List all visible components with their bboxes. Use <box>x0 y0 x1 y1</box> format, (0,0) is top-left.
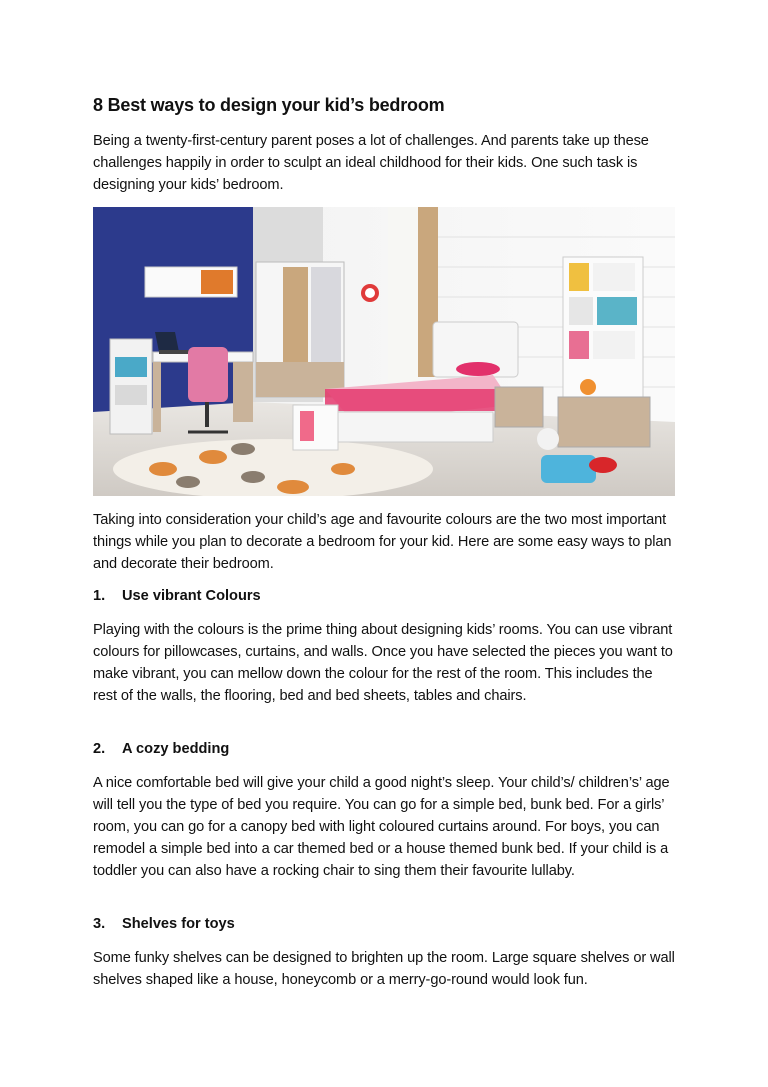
section-text: A nice comfortable bed will give your child a good night’s sleep. Your child’s/ children’s’ age will tell you the type of bed you require. You can go for a simple bed, bunk bed. For a girls’ room, you can go for a canopy bed with light coloured curtains around. For boys, you can remodel a simple bed into a car themed bed or a house themed bunk bed. If your child is a toddler you can also have a rocking chair to sing them their favourite lullaby. <box>93 775 670 880</box>
section-text: Playing with the colours is the prime thing about designing kids’ rooms. You can use vibrant colours for pillowcases, curtains, and walls. Once you have selected the pieces you want to make vibrant, you can mellow down the colour for the rest of the room. This includes the rest of the walls, the flooring, bed and bed sheets, tables and chairs. <box>93 622 673 705</box>
intro-paragraph <box>93 130 678 196</box>
section-text: Some funky shelves can be designed to brighten up the room. Large square shelves or wall shelves shaped like a house, honeycomb or a merry-go-round would look fun. <box>93 950 675 989</box>
bedroom-photo <box>93 207 675 496</box>
section-title: Shelves for toys <box>122 916 235 932</box>
section-body-1 <box>93 619 678 707</box>
section-number: 1. <box>93 588 106 604</box>
page-title: 8 Best ways to design your kid’s bedroom <box>93 95 445 115</box>
section-heading-2 <box>93 741 229 757</box>
section-number: 3. <box>93 916 106 932</box>
section-body-3 <box>93 947 678 991</box>
after-image-text: Taking into consideration your child’s age and favourite colours are the two most important things while you plan to decorate a bedroom for your kid. Here are some easy ways to plan and decorate their bedroom. <box>93 512 672 573</box>
section-number: 2. <box>93 741 106 757</box>
section-title: Use vibrant Colours <box>122 588 261 604</box>
section-heading-3 <box>93 916 235 932</box>
intro-text: Being a twenty-first-century parent poses a lot of challenges. And parents take up these challenges happily in order to sculpt an ideal childhood for their kids. One such task is designing your kids’ bedroom. <box>93 133 649 194</box>
bedroom-illustration <box>93 207 675 496</box>
after-image-paragraph <box>93 509 678 575</box>
section-title: A cozy bedding <box>122 741 230 757</box>
section-heading-1 <box>93 588 261 604</box>
section-body-2 <box>93 772 678 882</box>
